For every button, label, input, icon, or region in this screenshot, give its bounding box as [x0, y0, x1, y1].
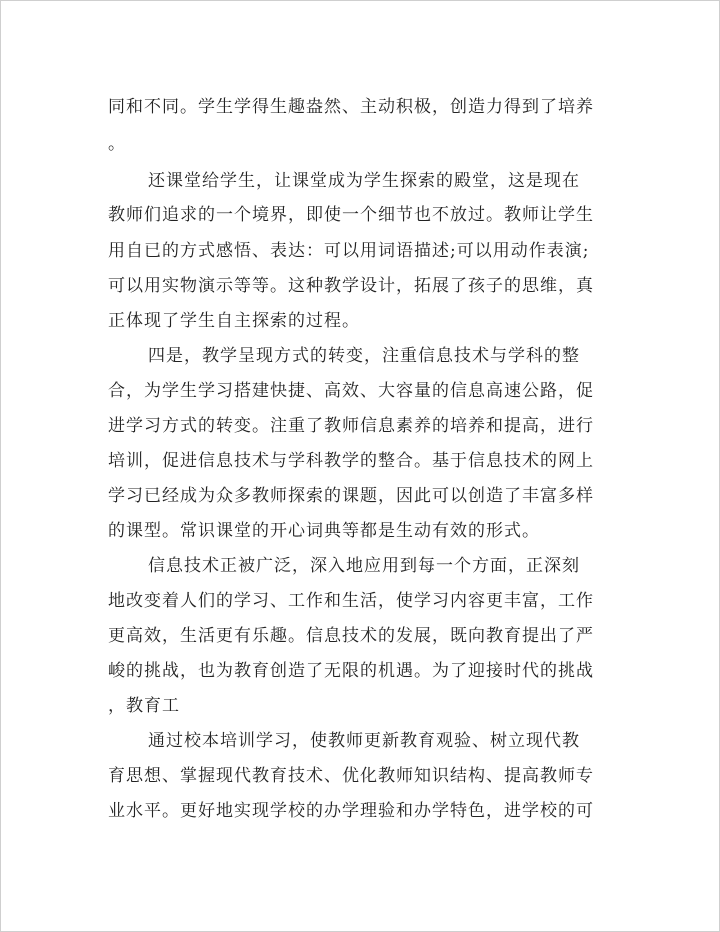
text-line: 可以用实物演示等等。这种教学设计，拓展了孩子的思维，真	[108, 276, 594, 296]
text-line: 四是，教学呈现方式的转变，注重信息技术与学科的整	[148, 346, 580, 366]
text-line: 育思想、掌握现代教育技术、优化教师知识结构、提高教师专	[108, 766, 594, 786]
text-line: 业水平。更好地实现学校的办学理验和办学特色，进学校的可	[108, 801, 594, 821]
text-line: 学习已经成为众多教师探索的课题，因此可以创造了丰富多样	[108, 486, 594, 506]
text-line: 还课堂给学生，让课堂成为学生探索的殿堂，这是现在	[148, 171, 580, 191]
text-line: 。	[108, 134, 126, 154]
text-line: 同和不同。学生学得生趣盎然、主动积极，创造力得到了培养	[108, 97, 594, 117]
text-line: 教师们追求的一个境界，即使一个细节也不放过。教师让学生	[108, 205, 594, 225]
text-line: 的课型。常识课堂的开心词典等都是生动有效的形式。	[108, 521, 540, 541]
text-line: 进学习方式的转变。注重了教师信息素养的培养和提高，进行	[108, 416, 594, 436]
text-line: 通过校本培训学习，使教师更新教育观验、树立现代教	[148, 731, 580, 751]
text-line: 更高效，生活更有乐趣。信息技术的发展，既向教育提出了严	[108, 626, 594, 646]
text-line: 培训，促进信息技术与学科教学的整合。基于信息技术的网上	[108, 451, 594, 471]
text-line: 合，为学生学习搭建快捷、高效、大容量的信息高速公路，促	[108, 381, 594, 401]
text-line: 用自已的方式感悟、表达：可以用词语描述;可以用动作表演;	[108, 241, 590, 261]
text-line: 地改变着人们的学习、工作和生活，使学习内容更丰富，工作	[108, 591, 594, 611]
text-line: ，教育工	[108, 696, 180, 716]
text-line: 信息技术正被广泛，深入地应用到每一个方面，正深刻	[148, 556, 580, 576]
text-line: 峻的挑战，也为教育创造了无限的机遇。为了迎接时代的挑战	[108, 661, 594, 681]
text-line: 正体现了学生自主探索的过程。	[108, 311, 360, 331]
